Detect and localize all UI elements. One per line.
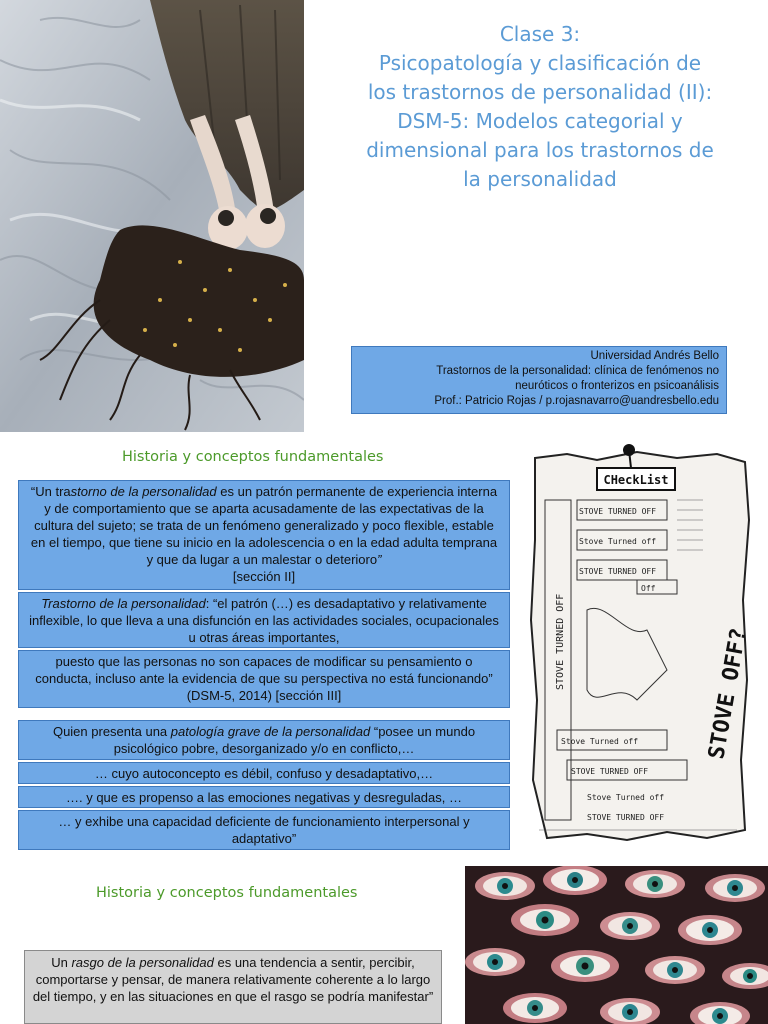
maladaptive-text: : “el patrón (…) es desadaptativo y relativamente inflexible, lo que lleva a una disfunción en las actividades sociales, ocupacionales u otras áreas importantes, [29, 596, 499, 645]
trait-prefix: Un [51, 955, 72, 970]
woman-on-bed-photo [0, 0, 304, 432]
title-line: dimensional para los trastornos de [366, 138, 714, 162]
slide-trait [0, 864, 768, 1024]
checklist-scribble: STOVE TURNED OFF [587, 813, 665, 822]
checklist-scribble: Stove Turned off [587, 793, 665, 802]
slide-title [0, 0, 768, 432]
inflexibility-box [18, 650, 510, 708]
definition-text: es un patrón permanente de experiencia interna y de comportamiento que se aparta acusadamente de las expectativas de la cultura del sujeto; se trata de un fenómeno generalizado y poco flexible, estable en el tiempo, que tiene su inicio en la adolescencia o en la edad adulta temprana y que da lugar a un malestar o deterioro [30, 484, 498, 567]
course-info-box [351, 346, 727, 414]
checklist-scribble: Off [641, 584, 656, 593]
self-concept-box [18, 762, 510, 784]
term-disorder: Trastorno de la personalidad [41, 596, 206, 611]
bed-photo-illustration [0, 0, 304, 432]
interpersonal-text: … y exhibe una capacidad deficiente de funcionamiento interpersonal y adaptativo” [58, 814, 470, 846]
section-heading: Historia y conceptos fundamentales [96, 885, 358, 901]
maladaptive-pattern-box [18, 592, 510, 648]
emotions-box [18, 786, 510, 808]
self-concept-text: … cuyo autoconcepto es débil, confuso y desadaptativo,… [94, 766, 434, 781]
university-name: Universidad Andrés Bello [590, 350, 719, 362]
title-line: Clase 3: [499, 22, 581, 46]
section-heading: Historia y conceptos fundamentales [122, 449, 384, 465]
inflexibility-text: puesto que las personas no son capaces de modificar su pensamiento o conducta, incluso ante la evidencia de que su perspectiva no está funcionando” (DSM-5, 2014) [sección III] [35, 654, 493, 703]
checklist-scribble: STOVE TURNED OFF [579, 567, 657, 576]
eyes-art [465, 866, 768, 1024]
checklist-scribble: Stove Turned off [561, 737, 639, 746]
term-severe-pathology: patología grave de la personalidad [170, 724, 371, 739]
severe-pathology-box [18, 720, 510, 760]
checklist-title: CHeckList [603, 473, 669, 487]
title-line: los trastornos de personalidad (II): [367, 80, 713, 104]
personality-disorder-definition [18, 480, 510, 590]
section-reference: [sección II] [232, 569, 296, 584]
checklist-scribble: STOVE TURNED OFF [571, 767, 649, 776]
eyes-illustration [465, 866, 768, 1024]
checklist-scribble: STOVE TURNED OFF [555, 593, 566, 690]
interpersonal-box [18, 810, 510, 850]
title-line: DSM-5: Modelos categorial y [397, 109, 683, 133]
course-name-line2: neuróticos o fronterizos en psicoanálisis [515, 380, 719, 392]
term-personality-trait: rasgo de la personalidad [71, 955, 214, 970]
personality-trait-definition [24, 950, 442, 1024]
lecture-title [330, 20, 750, 194]
course-name-line1: Trastornos de la personalidad: clínica de fenómenos no [436, 365, 719, 377]
emotions-text: …. y que es propenso a las emociones negativas y desreguladas, … [65, 790, 462, 805]
severe-suffix: “posee un mundo psicológico pobre, desorganizado y/o en conflicto,… [113, 724, 476, 756]
professor-contact: Prof.: Patricio Rojas / p.rojasnavarro@uandresbello.edu [434, 395, 719, 407]
title-line: Psicopatología y clasificación de [378, 51, 702, 75]
term-personality-disorder: storno de la personalidad [70, 484, 217, 499]
trait-text: es una tendencia a sentir, percibir, comportarse y pensar, de manera relativamente coherente a lo largo del tiempo, y en las situaciones en que el rasgo se podría manifestar” [32, 955, 434, 1004]
stove-off-big-text: STOVE OFF? [704, 626, 751, 762]
quote-close: ” [377, 552, 382, 567]
checklist-scribble: STOVE TURNED OFF [579, 507, 657, 516]
severe-prefix: Quien presenta una [52, 724, 171, 739]
quote-open: “Un tra [30, 484, 71, 499]
slide-concepts [0, 432, 768, 864]
checklist-doodle [527, 440, 751, 846]
checklist-scribble: Stove Turned off [579, 537, 657, 546]
title-line: la personalidad [463, 167, 617, 191]
stove-checklist-illustration [527, 440, 751, 846]
